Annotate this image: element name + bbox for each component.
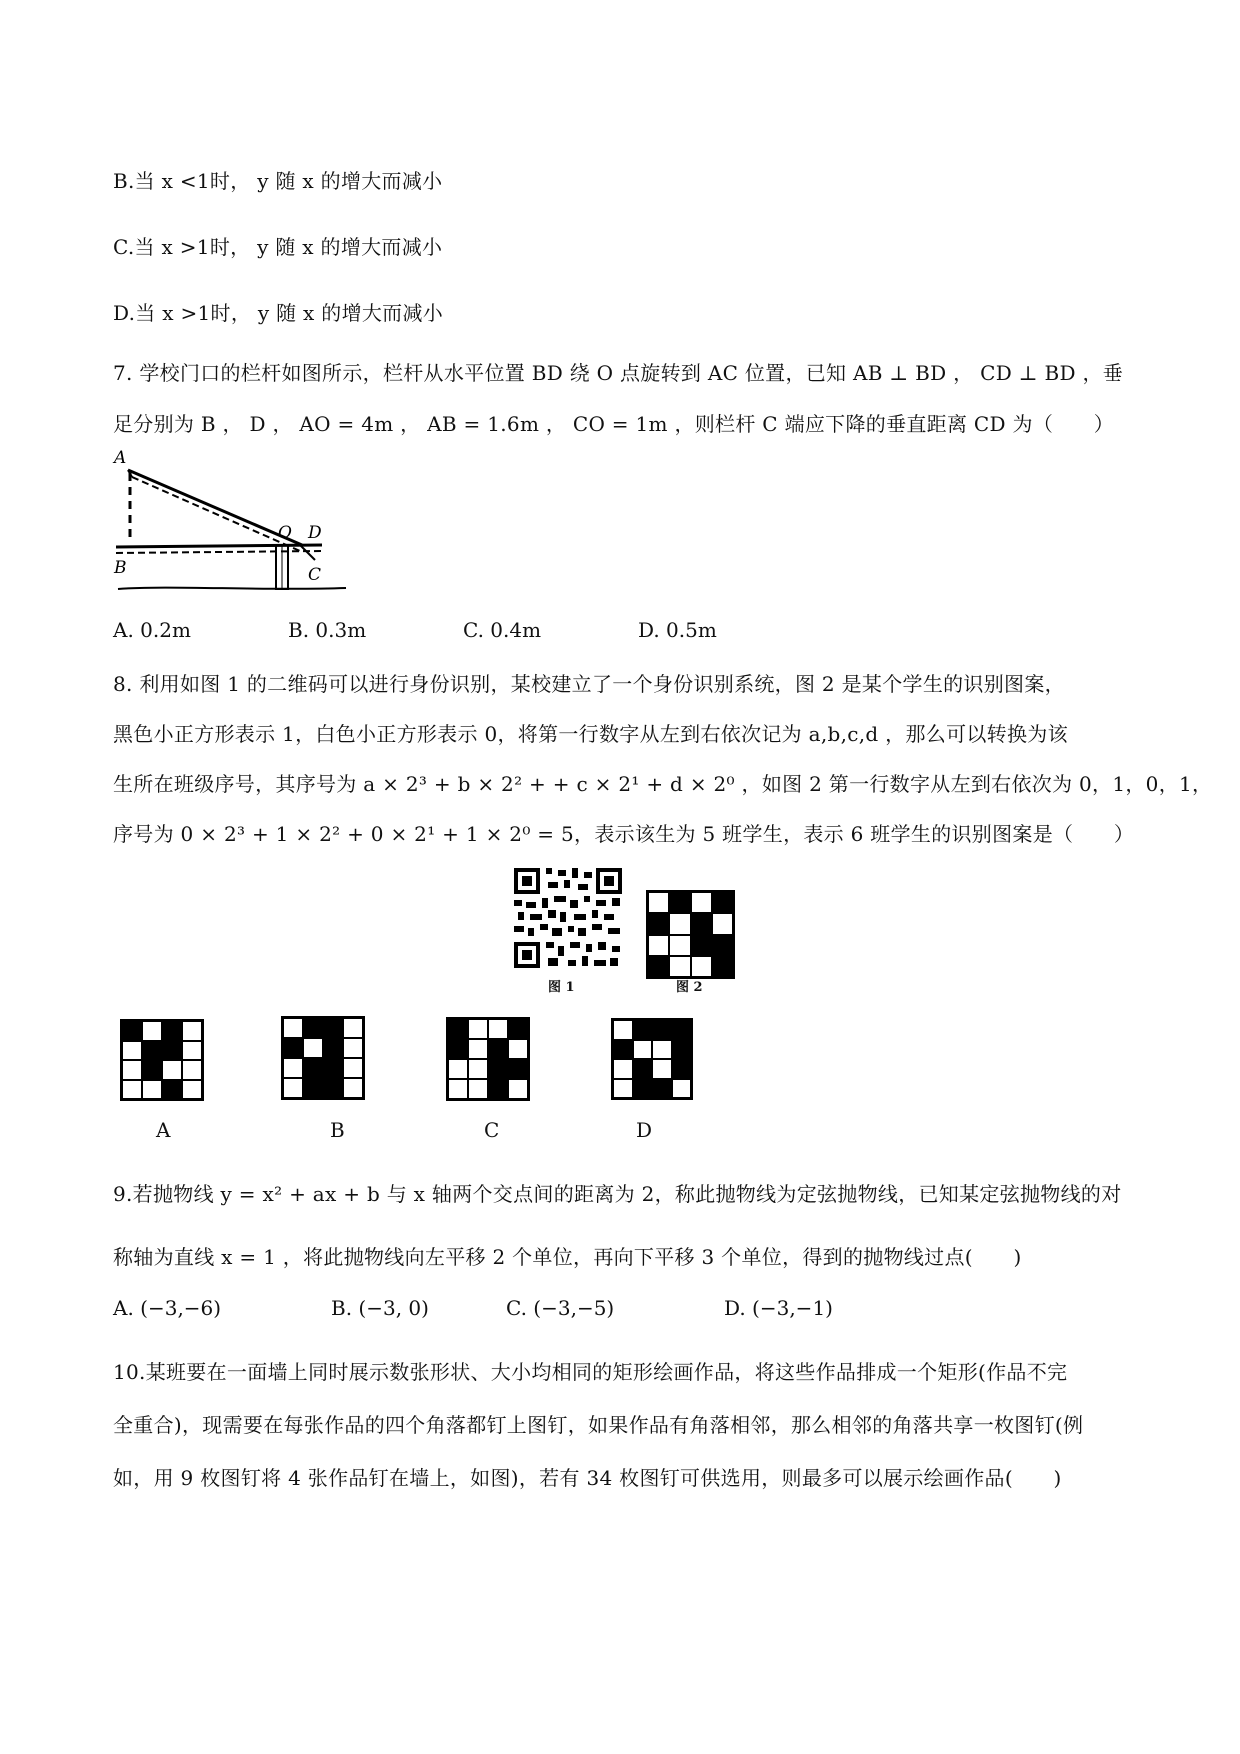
black-cell: [488, 1039, 508, 1059]
black-cell: [633, 1079, 653, 1099]
q6-option-d: D.当 x >1时， y 随 x 的增大而减小: [113, 301, 444, 325]
white-cell: [669, 913, 690, 934]
white-cell: [613, 1059, 633, 1079]
label-c: C: [308, 565, 322, 585]
figure-1-caption: 图 1: [548, 980, 575, 995]
white-cell: [468, 1019, 488, 1039]
black-cell: [613, 1040, 633, 1060]
q8-stem-line1: 8. 利用如图 1 的二维码可以进行身份识别，某校建立了一个身份识别系统，图 2 是某个学生的识别图案，: [113, 672, 1065, 696]
q8-option-a-pattern: [120, 1019, 204, 1101]
q9-option-b: B. (−3, 0): [331, 1296, 429, 1320]
white-cell: [182, 1060, 202, 1080]
white-cell: [691, 956, 712, 977]
white-cell: [448, 1079, 468, 1099]
black-cell: [508, 1059, 528, 1079]
white-cell: [672, 1079, 692, 1099]
label-o: O: [278, 523, 292, 543]
white-cell: [652, 1040, 672, 1060]
q8-option-b-pattern: [281, 1016, 365, 1100]
q8-option-b-label: B: [330, 1118, 345, 1142]
black-cell: [648, 913, 669, 934]
white-cell: [343, 1018, 363, 1038]
white-cell: [652, 1059, 672, 1079]
black-cell: [672, 1040, 692, 1060]
q10-stem-line1: 10.某班要在一面墙上同时展示数张形状、大小均相同的矩形绘画作品，将这些作品排成一个矩形(作品不完: [113, 1360, 1068, 1384]
white-cell: [508, 1039, 528, 1059]
white-cell: [343, 1058, 363, 1078]
white-cell: [488, 1019, 508, 1039]
black-cell: [303, 1078, 323, 1098]
white-cell: [613, 1079, 633, 1099]
q9-option-a: A. (−3,−6): [113, 1296, 222, 1320]
white-cell: [182, 1041, 202, 1061]
black-cell: [633, 1020, 653, 1040]
label-d: D: [308, 523, 322, 543]
white-cell: [343, 1038, 363, 1058]
white-cell: [343, 1078, 363, 1098]
white-cell: [669, 935, 690, 956]
black-cell: [508, 1019, 528, 1039]
white-cell: [142, 1080, 162, 1100]
black-cell: [691, 913, 712, 934]
black-cell: [691, 935, 712, 956]
black-cell: [303, 1058, 323, 1078]
black-cell: [142, 1041, 162, 1061]
black-cell: [323, 1058, 343, 1078]
q7-stem-line2: 足分别为 B ， D ， AO = 4m ， AB = 1.6m ， CO = 1m ，则栏杆 C 端应下降的垂直距离 CD 为（ ）: [113, 412, 1115, 436]
white-cell: [182, 1021, 202, 1041]
q7-option-d: D. 0.5m: [638, 618, 717, 642]
white-cell: [283, 1018, 303, 1038]
q7-stem-line1: 7. 学校门口的栏杆如图所示，栏杆从水平位置 BD 绕 O 点旋转到 AC 位置，已知 AB ⊥ BD ， CD ⊥ BD ，垂: [113, 361, 1124, 385]
white-cell: [691, 892, 712, 913]
q6-option-b: B.当 x <1时， y 随 x 的增大而减小: [113, 169, 443, 193]
q7-option-b: B. 0.3m: [288, 618, 367, 642]
black-cell: [488, 1059, 508, 1079]
black-cell: [162, 1021, 182, 1041]
black-cell: [633, 1059, 653, 1079]
q10-stem-line2: 全重合)，现需要在每张作品的四个角落都钉上图钉，如果作品有角落相邻，那么相邻的角落共享一枚图钉(例: [113, 1413, 1084, 1437]
black-cell: [303, 1018, 323, 1038]
black-cell: [652, 1020, 672, 1040]
white-cell: [669, 956, 690, 977]
black-cell: [448, 1039, 468, 1059]
black-cell: [712, 935, 733, 956]
white-cell: [633, 1040, 653, 1060]
white-cell: [182, 1080, 202, 1100]
q9-stem-line2: 称轴为直线 x = 1 ，将此抛物线向左平移 2 个单位，再向下平移 3 个单位，得到的抛物线过点( ): [113, 1245, 1022, 1269]
q9-option-c: C. (−3,−5): [506, 1296, 615, 1320]
black-cell: [648, 956, 669, 977]
q7-option-c: C. 0.4m: [463, 618, 542, 642]
white-cell: [468, 1039, 488, 1059]
q8-stem-line4: 序号为 0 × 2³ + 1 × 2² + 0 × 2¹ + 1 × 2⁰ = 5，表示该生为 5 班学生，表示 6 班学生的识别图案是（ ）: [113, 822, 1135, 846]
white-cell: [122, 1041, 142, 1061]
q7-barrier-figure: [110, 445, 350, 595]
white-cell: [648, 892, 669, 913]
black-cell: [323, 1038, 343, 1058]
white-cell: [283, 1058, 303, 1078]
label-b: B: [114, 558, 127, 578]
black-cell: [162, 1041, 182, 1061]
q8-stem-line3: 生所在班级序号，其序号为 a × 2³ + b × 2² + + c × 2¹ + d × 2⁰ ，如图 2 第一行数字从左到右依次为 0，1，0，1，: [113, 772, 1213, 796]
label-a: A: [114, 448, 127, 468]
q9-option-d: D. (−3,−1): [724, 1296, 833, 1320]
black-cell: [283, 1038, 303, 1058]
black-cell: [672, 1020, 692, 1040]
white-cell: [508, 1079, 528, 1099]
white-cell: [468, 1059, 488, 1079]
q6-option-c: C.当 x >1时， y 随 x 的增大而减小: [113, 235, 443, 259]
black-cell: [712, 956, 733, 977]
black-cell: [488, 1079, 508, 1099]
figure-2-caption: 图 2: [676, 980, 703, 995]
white-cell: [122, 1080, 142, 1100]
q8-stem-line2: 黑色小正方形表示 1，白色小正方形表示 0，将第一行数字从左到右依次记为 a,b,c,d ，那么可以转换为该: [113, 722, 1068, 746]
black-cell: [142, 1060, 162, 1080]
black-cell: [712, 892, 733, 913]
qr-code-figure: [512, 866, 624, 972]
white-cell: [712, 913, 733, 934]
white-cell: [162, 1060, 182, 1080]
white-cell: [283, 1078, 303, 1098]
q8-option-c-label: C: [484, 1118, 500, 1142]
black-cell: [669, 892, 690, 913]
black-cell: [323, 1078, 343, 1098]
black-cell: [162, 1080, 182, 1100]
q8-option-d-label: D: [636, 1118, 653, 1142]
white-cell: [142, 1021, 162, 1041]
white-cell: [303, 1038, 323, 1058]
white-cell: [613, 1020, 633, 1040]
white-cell: [468, 1079, 488, 1099]
white-cell: [448, 1059, 468, 1079]
black-cell: [448, 1019, 468, 1039]
q8-option-c-pattern: [446, 1017, 530, 1101]
figure-2-pattern: [646, 890, 735, 979]
black-cell: [323, 1018, 343, 1038]
black-cell: [652, 1079, 672, 1099]
q10-stem-line3: 如，用 9 枚图钉将 4 张作品钉在墙上，如图)，若有 34 枚图钉可供选用，则最多可以展示绘画作品( ): [113, 1466, 1062, 1490]
q8-option-a-label: A: [156, 1118, 171, 1142]
q8-option-d-pattern: [611, 1018, 693, 1100]
black-cell: [122, 1021, 142, 1041]
white-cell: [122, 1060, 142, 1080]
q9-stem-line1: 9.若抛物线 y = x² + ax + b 与 x 轴两个交点间的距离为 2，称此抛物线为定弦抛物线，已知某定弦抛物线的对: [113, 1182, 1122, 1206]
black-cell: [672, 1059, 692, 1079]
white-cell: [648, 935, 669, 956]
q7-option-a: A. 0.2m: [113, 618, 191, 642]
